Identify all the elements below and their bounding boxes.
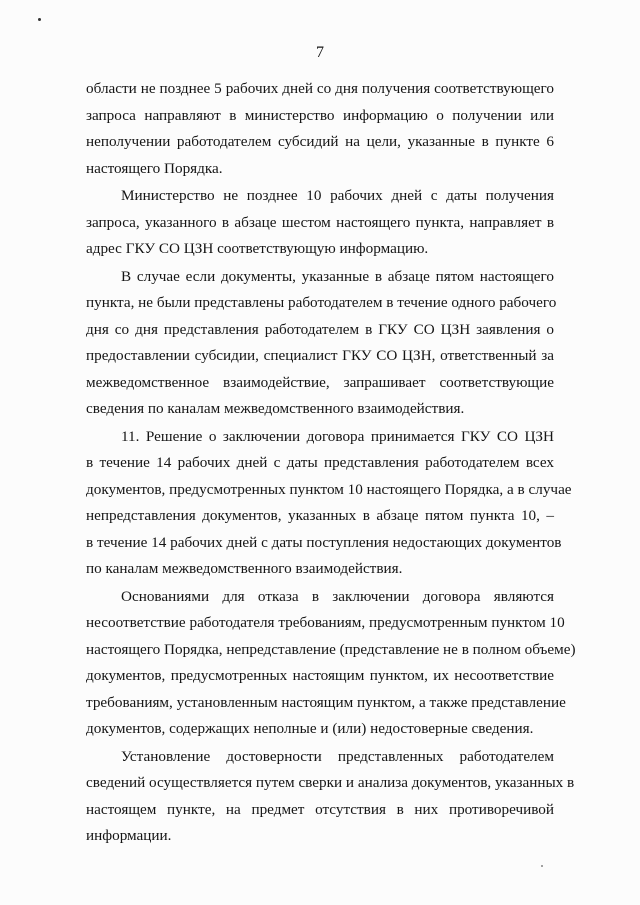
text-line: Министерство не позднее 10 рабочих дней с даты получения	[121, 187, 554, 204]
document-body	[86, 76, 576, 850]
text-line: непредставления документов, указанных в абзаце пятом пункта 10, –	[86, 507, 554, 524]
page-number: 7	[316, 44, 324, 61]
text-line: Основаниями для отказа в заключении договора являются	[121, 587, 554, 605]
text-line: в течение 14 рабочих дней с даты поступления недостающих документов	[86, 533, 562, 551]
paragraph	[86, 76, 554, 182]
text-line: требованиям, установленным настоящим пунктом, а также представление	[86, 693, 566, 711]
text-line: дня со дня представления работодателем в ГКУ СО ЦЗН заявления о	[86, 320, 554, 338]
text-line: сведений осуществляется путем сверки и анализа документов, указанных в	[86, 774, 575, 791]
text-line: настоящем пункте, на предмет отсутствия в них противоречивой	[86, 800, 554, 818]
text-line: документов, содержащих неполные и (или) недостоверные сведения.	[86, 720, 534, 737]
text-line: пункта, не были представлены работодателем в течение одного рабочего	[86, 294, 557, 311]
text-line: документов, предусмотренных пунктом 10 настоящего Порядка, а в случае	[86, 480, 572, 498]
text-line: настоящего Порядка.	[86, 159, 223, 177]
text-line: сведения по каналам межведомственного взаимодействия.	[86, 400, 465, 417]
paragraph	[86, 744, 575, 850]
paragraph	[86, 424, 572, 583]
text-line: межведомственное взаимодействие, запрашивает соответствующие	[86, 373, 554, 391]
paragraph	[86, 264, 557, 423]
text-line: запроса, указанного в абзаце шестом настоящего пункта, направляет в	[86, 213, 554, 231]
paragraph	[86, 584, 576, 743]
scan-speck	[541, 865, 543, 867]
text-line: области не позднее 5 рабочих дней со дня получения соответствующего	[86, 80, 554, 97]
text-line: по каналам межведомственного взаимодействия.	[86, 560, 403, 577]
text-line: запроса направляют в министерство информацию о получении или	[86, 106, 554, 124]
text-line: несоответствие работодателя требованиям, предусмотренным пунктом 10	[86, 614, 565, 631]
text-line: в течение 14 рабочих дней с даты представления работодателем всех	[86, 454, 554, 471]
text-line: адрес ГКУ СО ЦЗН соответствующую информацию.	[86, 240, 429, 257]
text-line: информации.	[86, 827, 172, 844]
text-line: настоящего Порядка, непредставление (представление не в полном объеме)	[86, 640, 576, 658]
text-line: неполучении работодателем субсидий на цели, указанные в пункте 6	[86, 133, 554, 150]
text-line: В случае если документы, указанные в абзаце пятом настоящего	[121, 267, 554, 285]
paragraph	[86, 183, 554, 263]
text-line: 11. Решение о заключении договора принимается ГКУ СО ЦЗН	[121, 427, 554, 445]
text-line: Установление достоверности представленных работодателем	[121, 747, 554, 765]
text-line: документов, предусмотренных настоящим пунктом, их несоответствие	[86, 667, 554, 684]
text-line: предоставлении субсидии, специалист ГКУ СО ЦЗН, ответственный за	[86, 347, 554, 364]
scan-speck	[38, 18, 41, 21]
